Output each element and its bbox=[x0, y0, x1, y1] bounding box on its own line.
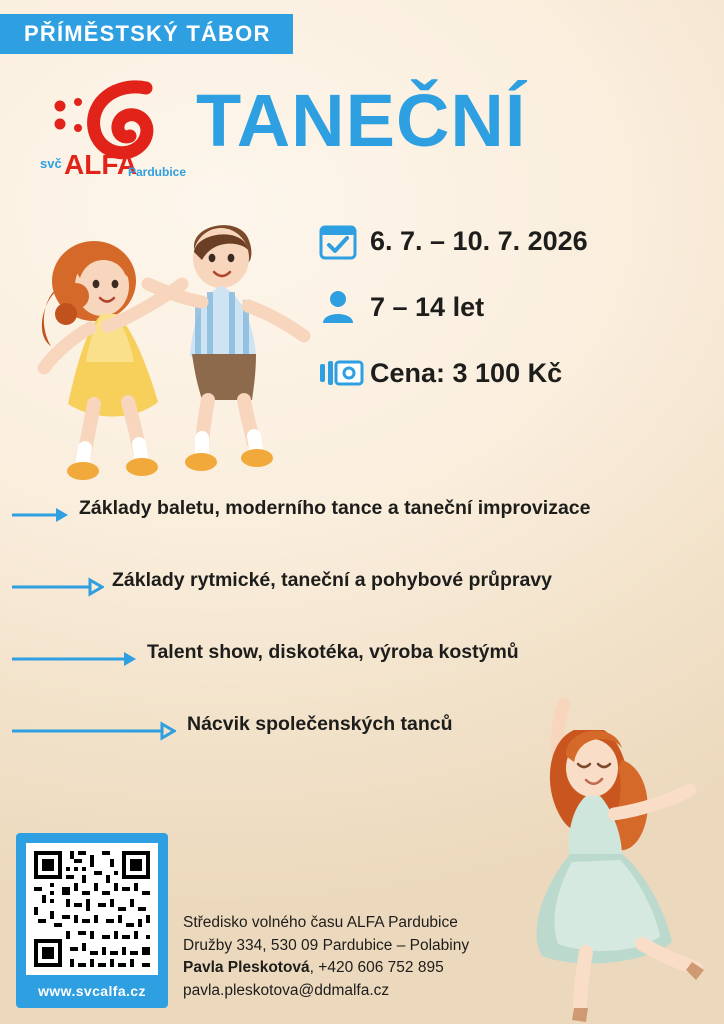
activity-item bbox=[0, 567, 724, 639]
info-price: Cena: 3 100 Kč bbox=[370, 357, 563, 388]
calendar-icon bbox=[318, 221, 370, 261]
footer-phone: , +420 606 752 895 bbox=[309, 959, 444, 977]
activity-label: Základy baletu, moderního tance a taneční improvizace bbox=[79, 497, 591, 519]
camp-info-list bbox=[318, 208, 708, 406]
arrow-icon bbox=[12, 721, 176, 741]
svg-text:svč: svč bbox=[40, 156, 62, 171]
money-icon bbox=[318, 356, 370, 390]
activity-label: Základy rytmické, taneční a pohybové průpravy bbox=[112, 569, 552, 591]
info-row-age bbox=[318, 274, 708, 340]
page-title: TANEČNÍ bbox=[196, 79, 527, 162]
footer-person-line bbox=[183, 957, 469, 979]
arrow-icon bbox=[12, 505, 70, 525]
activity-label: Talent show, diskotéka, výroba kostýmů bbox=[147, 641, 519, 663]
info-age: 7 – 14 let bbox=[370, 291, 485, 322]
svg-text:Pardubice: Pardubice bbox=[128, 165, 187, 179]
ballerina-illustration bbox=[446, 664, 716, 1024]
qr-block[interactable] bbox=[16, 833, 168, 1008]
footer-contact bbox=[183, 912, 469, 1002]
footer-address: Družby 334, 530 09 Pardubice – Polabiny bbox=[183, 936, 470, 954]
camp-type-banner: PŘÍMĚSTSKÝ TÁBOR bbox=[0, 14, 293, 54]
person-icon bbox=[318, 287, 370, 327]
footer-email[interactable]: pavla.pleskotova@ddmalfa.cz bbox=[183, 981, 390, 999]
footer-person-name: Pavla Pleskotová bbox=[183, 959, 310, 977]
arrow-icon bbox=[12, 577, 104, 597]
logo-icon bbox=[38, 76, 193, 186]
info-row-dates bbox=[318, 208, 708, 274]
footer-org: Středisko volného času ALFA Pardubice bbox=[183, 914, 458, 932]
qr-code[interactable] bbox=[26, 843, 158, 975]
activity-label: Nácvik společenských tanců bbox=[187, 713, 453, 735]
svg-text:ALFA: ALFA bbox=[64, 149, 138, 180]
activity-item bbox=[0, 495, 724, 567]
info-row-price bbox=[318, 340, 708, 406]
dancing-kids-illustration bbox=[16, 186, 326, 496]
arrow-icon bbox=[12, 649, 138, 669]
info-dates: 6. 7. – 10. 7. 2026 bbox=[370, 225, 588, 256]
website-url[interactable]: www.svcalfa.cz bbox=[38, 983, 146, 999]
logo bbox=[38, 76, 193, 186]
